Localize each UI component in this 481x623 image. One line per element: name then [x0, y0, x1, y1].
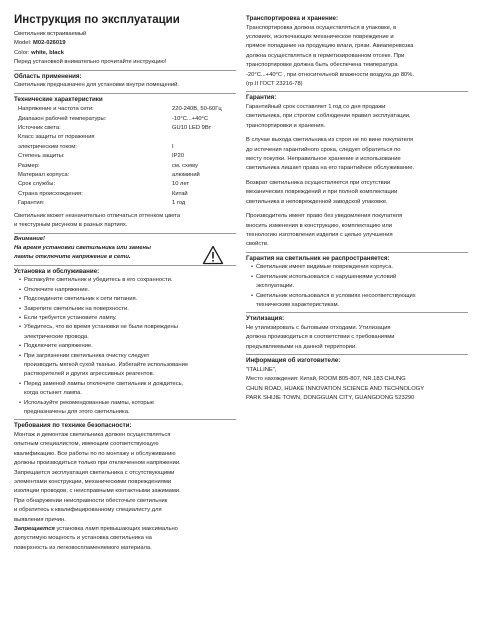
- color-value: white, black: [31, 49, 64, 56]
- spec-value: 10 лет: [172, 181, 190, 188]
- spec-value: GU10 LED 9Вт: [172, 125, 212, 132]
- safety-line: и обратитесь к квалифицированному специалисту для: [14, 507, 162, 514]
- spec-value: Китай: [172, 190, 188, 197]
- bullet-marker: •: [251, 292, 254, 299]
- divider: [14, 233, 236, 234]
- safety-line: Запрещается эксплуатация светильника с отсутствующими: [14, 469, 175, 476]
- spec-key: Срок службы:: [18, 181, 56, 188]
- spec-row: [14, 133, 236, 142]
- safety-text: [14, 431, 236, 525]
- divider: [14, 70, 236, 71]
- bullet-marker: •: [19, 380, 22, 387]
- guarantee-line: В случае выхода светильника из строя не по вине покупателя: [246, 137, 414, 144]
- list-item-text: техническим характеристикам.: [256, 301, 340, 308]
- manufacturer-line: Место нахождения: Китай, ROOM 805-807, NR.183 CHUNG: [246, 376, 406, 383]
- disposal-text: [246, 324, 468, 352]
- safety-heading: Требования по технике безопасности:: [14, 422, 132, 430]
- list-item-text: Распакуйте светильник и убедитесь в его сохранности.: [24, 277, 173, 284]
- bullet-marker: •: [19, 399, 22, 406]
- list-item-text: предназначены для этого светильника.: [24, 409, 130, 415]
- application-heading: Область применения:: [14, 72, 82, 80]
- bullet-marker: •: [19, 343, 22, 350]
- transport-line: -20°С...+40°С , при относительной влажности воздуха до 80%.: [246, 71, 415, 78]
- list-item-text: растворителей и других агрессивных реагентов.: [24, 371, 155, 378]
- install-item: [14, 399, 236, 418]
- not-covered-item: [246, 263, 468, 272]
- spec-key: Размер:: [18, 162, 40, 169]
- forbidden-text: поверхность из легковоспламеняемого материала.: [14, 544, 152, 551]
- warning-line: На время установки светильника или замены: [14, 244, 151, 251]
- guarantee-line: Возврат светильника осуществляется при отсутствии: [246, 179, 391, 186]
- guarantee-paragraph: [246, 179, 468, 207]
- install-item: [14, 342, 236, 351]
- guarantee-paragraph: [246, 136, 468, 174]
- spec-key: Напряжение и частота сети:: [18, 106, 94, 113]
- guarantee-heading: Гарантия:: [246, 94, 277, 102]
- list-item-text: эксплуатации.: [256, 283, 295, 290]
- specs-table: [14, 105, 236, 208]
- warning-line: лампы отключите напряжение в сети.: [14, 254, 131, 261]
- spec-row: [14, 199, 236, 208]
- spec-value: 220-240В, 50-60Гц: [172, 106, 222, 113]
- safety-line: Монтаж и демонтаж светильника должен осуществляться: [14, 432, 171, 438]
- transport-line: прямое попадание на продукцию влаги, грязи. Авиаперевозка: [246, 43, 414, 50]
- bullet-marker: •: [19, 352, 22, 359]
- guarantee-line: светильника, при строгом соблюдении правил эксплуатации,: [246, 113, 411, 120]
- divider: [246, 312, 468, 313]
- warning-icon: [202, 245, 224, 265]
- not-covered-item: [246, 273, 468, 292]
- shade-note: [14, 212, 236, 231]
- product-name: Светильник встраиваемый: [14, 31, 87, 37]
- not-covered-item: [246, 292, 468, 311]
- spec-key: Источник света:: [18, 125, 61, 132]
- spec-row: [14, 124, 236, 133]
- spec-key: Диапазон рабочей температуры:: [18, 115, 107, 122]
- guarantee-line: механических повреждений и при полной комплектации: [246, 189, 398, 196]
- not-covered-list: [246, 263, 468, 310]
- guarantee-paragraph: [246, 103, 468, 131]
- divider: [14, 265, 236, 266]
- bullet-marker: •: [251, 264, 254, 271]
- spec-value: алюминий: [172, 172, 200, 179]
- spec-value: 1 год: [172, 200, 186, 207]
- transport-line: должна осуществляться в герметизированном отсеке. При: [246, 52, 405, 59]
- install-item: [14, 286, 236, 295]
- divider: [246, 91, 468, 92]
- shade-note-line: и текстурным рисунком в разных партиях.: [14, 222, 128, 229]
- divider: [14, 93, 236, 94]
- read-notice: Перед установкой внимательно прочитайте инструкцию!: [14, 59, 167, 66]
- bullet-marker: •: [19, 305, 22, 312]
- guarantee-paragraph: [246, 212, 468, 250]
- manufacturer-line: CHUN ROAD, HUAKE INNOVATION SCIENCE AND TECHNOLOGY: [246, 385, 425, 392]
- bullet-marker: •: [251, 273, 254, 280]
- divider: [246, 252, 468, 253]
- safety-line: должны производиться только при отключенном напряжении.: [14, 460, 181, 467]
- divider: [246, 354, 468, 355]
- spec-key: Класс защиты от поражения: [18, 134, 95, 141]
- list-item-text: Отключите напряжение.: [24, 286, 90, 293]
- application-text: Светильник предназначен для установки внутри помещений.: [14, 82, 179, 89]
- bullet-marker: •: [19, 296, 22, 303]
- spec-value: см. схему: [172, 162, 199, 169]
- spec-row: [14, 180, 236, 189]
- guarantee-line: транспортировки и хранения.: [246, 122, 326, 129]
- transport-text: [246, 24, 468, 90]
- spec-row: [14, 105, 236, 114]
- list-item-text: Используйте рекомендованные лампы, которые: [24, 399, 155, 406]
- install-item: [14, 323, 236, 342]
- spec-key: Материал корпуса:: [18, 172, 70, 179]
- forbidden-text: допустимую мощность и установка светильника на: [14, 535, 152, 542]
- safety-line: изоляции проводов, с неисправными контактными зажимами.: [14, 488, 181, 495]
- spec-row: [14, 115, 236, 124]
- manufacturer-heading: Информация об изготовителе:: [246, 357, 341, 365]
- list-item-text: При загрязнении светильника очистку следует: [24, 352, 150, 359]
- color-line: Color: white, black: [14, 49, 64, 56]
- install-item: [14, 295, 236, 304]
- left-column: [14, 14, 236, 553]
- spec-value: [172, 133, 236, 142]
- spec-key: Гарантия:: [18, 200, 45, 207]
- disposal-heading: Утилизация:: [246, 315, 285, 323]
- spec-key: электрическим током:: [18, 143, 77, 150]
- transport-line: транспортировке должна быть обеспечена температура: [246, 62, 398, 69]
- safety-line: выявления причин.: [14, 516, 66, 523]
- guarantee-line: вносить изменения в конструкцию, комплектацию или: [246, 222, 392, 229]
- install-item: [14, 352, 236, 380]
- disposal-line: предъявляемыми на данной территории.: [246, 343, 357, 350]
- guarantee-line: до истечения гарантийного срока, следует обратиться по: [246, 146, 401, 153]
- disposal-line: должна производиться в соответствии с требованиями: [246, 334, 395, 341]
- list-item-text: Убедитесь, что во время установки не были повреждены: [24, 324, 178, 331]
- spec-row: [14, 143, 236, 152]
- bullet-marker: •: [19, 324, 22, 331]
- right-column: [246, 14, 468, 403]
- spec-row: [14, 190, 236, 199]
- safety-line: элементами конструкции, механическими повреждениями: [14, 479, 172, 486]
- not-covered-heading: Гарантия на светильник не распространяется:: [246, 254, 390, 262]
- model-value: M02-026019: [33, 40, 66, 47]
- safety-line: квалификацию. Все работы по по монтажу и обслуживанию: [14, 450, 176, 457]
- transport-line: Транспортировка должна осуществляться в упаковке, в: [246, 24, 397, 31]
- install-list: [14, 276, 236, 417]
- list-item-text: Светильник имеет видимые повреждения корпуса.: [256, 264, 394, 271]
- list-item-text: Если требуется установите лампу.: [24, 314, 117, 321]
- spec-row: [14, 171, 236, 180]
- page-title: Инструкция по эксплуатации: [14, 14, 180, 26]
- bullet-marker: •: [19, 314, 22, 321]
- shade-note-line: Светильник может незначительно отличаться оттенком цвета: [14, 212, 181, 219]
- safety-line: При обнаружении неисправности обесточьте светильник: [14, 497, 168, 504]
- manufacturer-text: [246, 366, 468, 404]
- list-item-text: когда остынет лампа.: [24, 390, 82, 397]
- forbidden-label: Запрещается: [14, 526, 55, 533]
- install-item: [14, 314, 236, 323]
- spec-key: Степень защиты:: [18, 153, 65, 160]
- list-item-text: производить мягкой сухой тканью. Избегайте использование: [24, 361, 189, 368]
- warning-heading: Внимание!: [14, 235, 45, 242]
- divider: [14, 419, 236, 420]
- spec-row: [14, 152, 236, 161]
- list-item-text: электрические провода.: [24, 333, 89, 340]
- spec-row: [14, 162, 236, 171]
- list-item-text: Перед заменой лампы отключите светильник и дождитесь,: [24, 380, 184, 387]
- guarantee-line: месту покупки. Неправильное хранение и использование: [246, 156, 401, 163]
- model-line: Model: M02-026019: [14, 40, 66, 47]
- list-item-text: Подключите напряжение.: [24, 343, 93, 350]
- install-item: [14, 276, 236, 285]
- guarantee-line: Производитель имеет право без уведомления покупателя: [246, 213, 403, 220]
- list-item-text: Закрепите светильник на поверхности.: [24, 305, 129, 312]
- guarantee-line: технологию изготовления изделия с целью улучшения: [246, 231, 393, 238]
- transport-line: условиях, исключающих механическое повреждение и: [246, 34, 394, 40]
- guarantee-line: светильника в неповрежденной заводской упаковке.: [246, 198, 388, 205]
- transport-heading: Транспортировка и хранение:: [246, 15, 339, 22]
- guarantee-line: Гарантийный срок составляет 1 год со дня продажи: [246, 104, 386, 111]
- spec-value: I: [172, 143, 174, 150]
- disposal-line: Не утилизировать с бытовыми отходами. Утилизация: [246, 324, 391, 331]
- guarantee-line: светильника лишает права на его гарантийное обслуживание.: [246, 165, 415, 172]
- spec-value: IP20: [172, 153, 184, 160]
- install-heading: Установка и обслуживание:: [14, 267, 100, 275]
- install-item: [14, 305, 236, 314]
- manufacturer-line: "ITALLINE",: [246, 366, 277, 373]
- safety-line: опытным специалистом, имеющим соответствующую: [14, 441, 159, 448]
- warning-block: [14, 235, 236, 263]
- spec-value: -10°С...+40°С: [172, 115, 209, 122]
- install-item: [14, 380, 236, 399]
- transport-line: (гр.II ГОСТ 23216-78): [246, 81, 303, 88]
- list-item-text: Светильник использовался с нарушениями условий: [256, 273, 397, 280]
- bullet-marker: •: [19, 286, 22, 293]
- bullet-marker: •: [19, 277, 22, 284]
- manufacturer-line: PARK SHIJIE TOWN, DONGGUAN CITY, GUANGDONG 523290: [246, 394, 415, 401]
- guarantee-line: свойств.: [246, 241, 269, 248]
- forbidden-line: Запрещается установка ламп превышающих максимально: [14, 526, 178, 533]
- list-item-text: Светильник использовался в условиях несоответствующих: [256, 292, 416, 299]
- spec-key: Страна происхождения:: [18, 190, 83, 197]
- list-item-text: Подсоедините светильник к сети питания.: [24, 296, 138, 303]
- specs-heading: Технические характеристики: [14, 95, 103, 103]
